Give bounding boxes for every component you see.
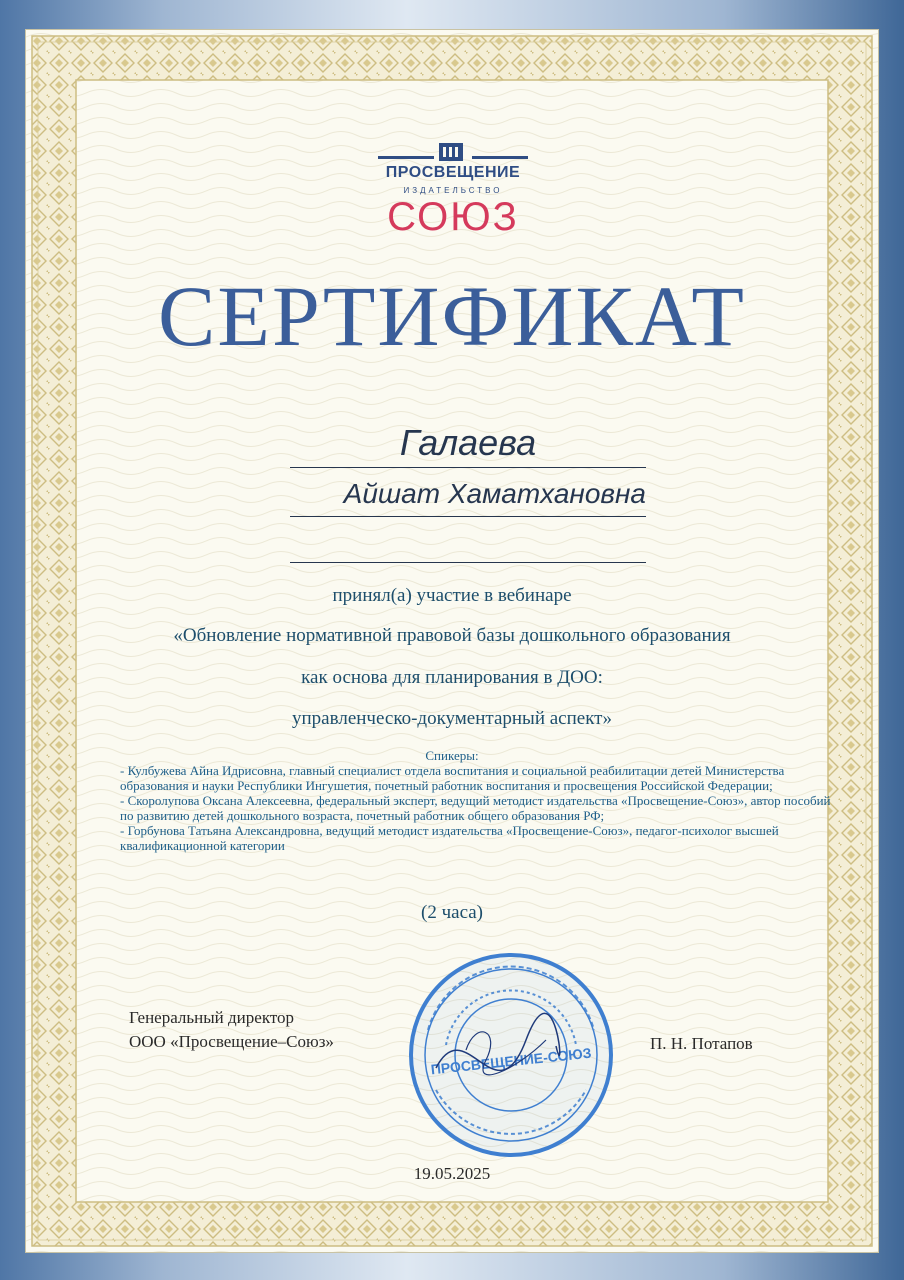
director-title: Генеральный директор [129, 1008, 295, 1027]
speaker-item: - Скоролупова Оксана Алексеевна, федеральный эксперт, ведущий методист издательства «Просвещение-Союз», автор пособий по развитию детей дошкольного возраста, почетный работник общего образования РФ; [120, 793, 831, 823]
certificate-title: СЕРТИФИКАТ [158, 268, 746, 364]
recipient-given-names: Айшат Хаматхановна [343, 478, 646, 509]
speaker-item: - Горбунова Татьяна Александровна, ведущий методист издательства «Просвещение-Союз», педагог-психолог высшей квалификационной категории [120, 823, 779, 853]
speakers-list [120, 763, 840, 853]
webinar-title-line: как основа для планирования в ДОО: [301, 667, 603, 688]
publisher-logo [378, 138, 528, 250]
certificate-paper [26, 30, 878, 1252]
signer-name: П. Н. Потапов [650, 1034, 753, 1053]
name-underline-2 [290, 516, 646, 517]
webinar-title-line: «Обновление нормативной правовой базы дошкольного образования [173, 625, 731, 646]
participation-text: принял(а) участие в вебинаре [332, 585, 572, 606]
logo-rule-left [378, 156, 434, 159]
director-org: ООО «Просвещение–Союз» [129, 1032, 334, 1051]
director-block [129, 1006, 334, 1054]
logo-name: СОЮЗ [387, 195, 519, 239]
logo-brand: ПРОСВЕЩЕНИЕ [385, 164, 521, 181]
speaker-item: - Кулбужева Айна Идрисовна, главный специалист отдела воспитания и социальной реабилитации детей Министерства образования и науки Республики Ингушетия, почетный работник воспитания и просвещения Российской Федерации; [120, 763, 785, 793]
official-stamp [406, 950, 616, 1160]
name-underline-3 [290, 562, 646, 563]
name-underline-1 [290, 467, 646, 468]
stamp-center-text: ПРОСВЕЩЕНИЕ-СОЮЗ [430, 1044, 593, 1078]
speakers-heading: Спикеры: [425, 748, 479, 763]
logo-publisher: ИЗДАТЕЛЬСТВО [403, 186, 503, 195]
book-emblem-icon [438, 142, 464, 162]
webinar-title-line: управленческо-документарный аспект» [292, 708, 612, 729]
logo-rule-right [472, 156, 528, 159]
issue-date: 19.05.2025 [413, 1164, 491, 1183]
recipient-surname: Галаева [399, 422, 537, 463]
duration: (2 часа) [421, 902, 483, 923]
